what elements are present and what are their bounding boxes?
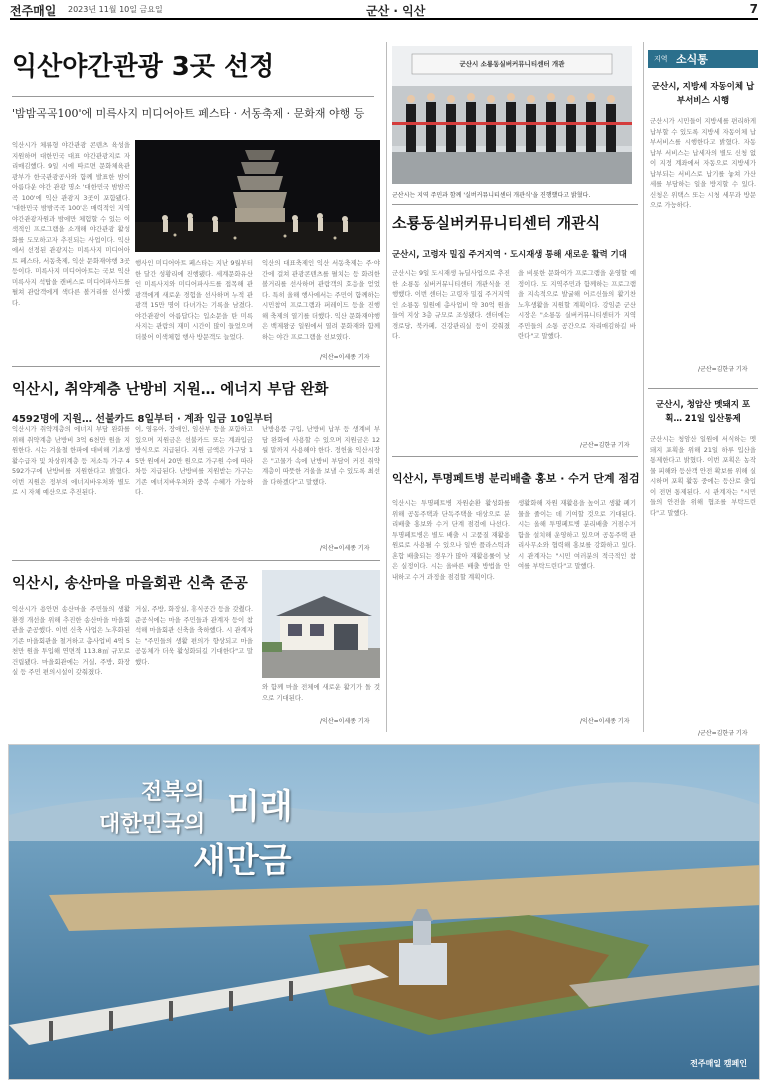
article5-byline: /익산=이세종 기자 [580,718,630,725]
ad-line2: 대한민국의 [99,811,206,837]
column-separator [643,42,644,732]
article2-body-col3: 난방용품 구입, 난방비 납부 등 생계비 부담 완화에 사용할 수 있으며 지원금은 12월 말까지 사용해야 한다. 정헌율 익산시장은 "고물가 속에 난방비 부담이 커진 취약계층이 따뜻한 겨울을 보낼 수 있도록 최선을 다하겠다"고 말했다. [262,425,380,486]
article3-body-col2: 거실, 주방, 화장실, 휴식공간 등을 갖췄다. 준공식에는 마을 주민들과 관계자 등이 참석해 마을회관 신축을 축하했다. 시 관계자는 "주민들의 생활 편의가 향상되고 마을 공동체가 더욱 활성화되길 기대한다"고 말했다. [135,605,253,666]
sidebar-item1-headline: 군산시, 지방세 자동이체 납부서비스 시행 [651,82,755,106]
ceremony-sign: 군산시 소룡동실버커뮤니티센터 개관 [459,60,565,68]
night-festival-photo [135,140,380,252]
article2-headline: 익산시, 취약계층 난방비 지원… 에너지 부담 완화 [12,382,329,398]
article3-body-col3: 와 함께 마을 전체에 새로운 활기가 돌 것으로 기대된다. [262,683,380,702]
article4-subtitle: 군산시, 고령자 밀집 주거지역 · 도시재생 통해 새로운 활력 기대 [392,249,627,259]
section-name: 군산 · 익산 [366,4,426,18]
sidebar-item2-byline: /군산=김한규 기자 [698,730,748,737]
divider [392,204,638,205]
article1-body-col2: 행사인 미디어아트 페스타는 지난 9월부터 한 달간 성황리에 진행됐다. 세계문화유산인 미륵사지와 미디어파사드를 접목해 관광객에게 새로운 경험을 선사하며 누적 관광객 15만 명이 다녀가는 기록을 남겼다. 야간관광이 아름답다는 입소문을 탄 미륵사지는 관람의 재미 시간이 많이 들었으며 더불어 이색체험 행사 방문객도 늘었다. [135,259,253,341]
article5-headline: 익산시, 투명페트병 분리배출 홍보 · 수거 단계 점검 [392,472,640,485]
article2-body-col1: 익산시가 취약계층의 에너지 부담 완화를 위해 취약계층 난방비 3억 6천만 원을 지원한다. 시는 겨울철 한파에 대비해 기초생활수급자 및 차상위계층 등 저소득 가구 4592가구에 난방비를 지원한다고 밝혔다. 이번 지원은 정부의 에너지바우처와 별도로 시 자체 예산으로 추진된다. [12,425,130,496]
sidebar-item2-headline: 군산시, 청암산 멧돼지 포획… 21일 입산통제 [655,400,751,424]
issue-date: 2023년 11월 10일 금요일 [68,5,163,14]
divider [392,456,638,457]
page-header [10,2,758,18]
page-number: 7 [749,2,758,16]
village-hall-photo [262,570,380,678]
ad-line4: 새만금 [193,841,292,881]
article4-caption: 군산시는 지역 주민과 함께 '실버커뮤니티센터 개관식'을 진행했다고 밝혔다. [392,192,591,199]
article3-body-col1: 익산시가 용안면 송산마을 주민들의 생활환경 개선을 위해 추진한 송산마을 마을회관을 준공했다. 이번 신축 사업은 노후화된 기존 마을회관을 철거하고 총사업비 4억 5천만 원을 투입해 연면적 113.8㎡ 규모로 건립됐다. 마을회관에는 거실, 주방, 화장실 등 주민 편의시설이 갖춰졌다. [12,605,130,676]
column-separator [386,42,387,732]
article3-byline: /익산=이세종 기자 [320,718,370,725]
sidebar-item2-body: 군산시는 청암산 일원에 서식하는 멧돼지 포획을 위해 21일 하루 입산을 통제한다고 밝혔다. 이번 포획은 농작물 피해와 등산객 안전 확보를 위해 실시하며 포획 활동 중에는 등산로 출입이 전면 통제된다. 시 관계자는 "시민들의 안전을 위해 협조를 부탁드린다"고 말했다. [650,435,756,517]
sidebar-banner [648,50,758,68]
article3-headline: 익산시, 송산마을 마을회관 신축 준공 [12,576,248,592]
article2-body-col2: 이, 영유아, 장애인, 임산부 등을 포함하고 있으며 지원금은 선불카드 또는 계좌입금 방식으로 지급된다. 지원 금액은 가구당 15만 원에서 20만 원으로 가구원 수에 따라 차등 지급된다. 난방비를 지원받는 가구는 기존 에너지바우처와 중복 수혜가 가능하다. [135,425,253,496]
saemangeum-advertisement [8,744,760,1080]
opening-ceremony-photo [392,46,632,184]
sidebar-label-big: 소식통 [676,53,708,66]
article2-byline: /익산=이세종 기자 [320,545,370,552]
article5-body-col1: 익산시는 투명페트병 자원순환 활성화를 위해 공동주택과 단독주택을 대상으로 분리배출 홍보와 수거 단계 점검에 나선다. 투명페트병은 별도 배출 시 고품질 재활용 원료로 사용될 수 있으나 일반 플라스틱과 혼합 배출되는 경우가 많아 재활용률이 낮은 실정이다. 시는 올바른 배출 방법을 안내하고 수거 과정을 점검할 계획이다. [392,499,510,581]
article1-headline: 익산야간관광 3곳 선정 [12,52,275,82]
divider [12,366,380,367]
ad-line1: 전북의 [141,779,205,805]
article5-body-col2: 생활화해 자원 재활용을 높이고 생활 폐기물을 줄이는 데 기여할 것으로 기대된다. 시는 올해 투명페트병 분리배출 거점수거함을 설치해 운영하고 있으며 공동주택 관리사무소와 협력해 홍보를 강화하고 있다. 시 관계자는 "시민 여러분의 적극적인 참여를 부탁드린다"고 말했다. [518,499,636,570]
article1-body-col3: 익산의 대표축제인 익산 서동축제는 주·야간에 걸쳐 관광콘텐츠를 펼치는 등 화려한 볼거리를 선사하며 관람객의 호응을 얻었다. 특히 올해 행사에서는 주민이 함께하는 시민참여 프로그램과 퍼레이드 등을 진행해 축제의 열기를 더했다. 익산 문화재야행은 백제왕궁 일원에서 열려 문화재와 함께하는 야간 프로그램을 선보였다. [262,259,380,341]
article4-body-col2: 을 비롯한 문화여가 프로그램을 운영할 예정이다. 도 지역주민과 함께하는 프로그램을 지속적으로 발굴해 어르신들의 활기찬 노후생활을 지원할 계획이다. 강임준 군산시장은 "소룡동 실버커뮤니티센터가 지역 주민들의 소통 공간으로 자리매김하길 바란다"고 말했다. [518,269,636,340]
sidebar-item1-byline: /군산=김한규 기자 [698,366,748,373]
ad-line3: 미래 [227,787,293,827]
divider [12,560,380,561]
article2-subtitle: 4592명에 지원… 선불카드 8일부터 · 계좌 입금 10일부터 [12,414,273,425]
article4-headline: 소룡동실버커뮤니티센터 개관식 [392,214,601,232]
sidebar-item1-body: 군산시가 시민들이 지방세를 편리하게 납부할 수 있도록 지방세 자동이체 납부서비스를 시행한다고 밝혔다. 자동납부 서비스는 납세자의 별도 신청 없이 지정 계좌에서 자동으로 지방세가 납부되는 서비스로 납기를 놓쳐 가산세를 부담하는 일을 방지할 수 있다. 신청은 위택스 또는 시청 세무과 방문으로 가능하다. [650,117,756,209]
header-rule [10,18,758,20]
article1-rule [12,96,374,97]
article1-body-col1: 익산시가 체류형 야간관광 콘텐츠 육성을 지원하며 대한민국 대표 야간관광지로 자리매김했다. 9일 시에 따르면 문화체육관광부가 한국관광공사와 함께 발표한 밤이 아름다운 야간 관광 명소 '대한민국 밤밤곡곡 100'에 익산 관광지 3곳이 포함됐다. '대한민국 밤밤곡곡 100'은 매력적인 지역 야간관광자원과 밤에만 체험할 수 있는 이색적인 프로그램을 소개해 야간관광 활성화를 도모하고자 추진되는 사업이다. 익산에서 선정된 관광지는 미륵사지 미디어아트 페스타, 서동축제, 익산 문화재야행 3곳 등이다. 미륵사지 미디어아트는 국보 익산 미륵사지 석탑을 캔버스로 미디어파사드를 펼쳐 관람객에게 색다른 볼거리를 선사했다. [12,141,130,307]
ad-brand: 전주매일 캠페인 [690,1059,747,1068]
newspaper-logo: 전주매일 [10,4,57,18]
divider [648,388,758,389]
article1-byline: /익산=이세종 기자 [320,354,370,361]
sidebar-label-small: 지역 [654,55,668,63]
article1-subtitle: '밤밤곡곡100'에 미륵사지 미디어아트 페스타 · 서동축제 · 문화재 야행 등 [12,107,365,120]
article4-byline: /군산=김한규 기자 [580,442,630,449]
article4-body-col1: 군산시는 9일 도시재생 뉴딜사업으로 추진한 소룡동 실버커뮤니티센터 개관식을 진행했다. 이번 센터는 고령자 밀집 주거지역인 소룡동 일원에 총사업비 약 30억 원을 들여 지상 3층 규모로 조성됐다. 센터에는 경로당, 북카페, 건강관리실 등이 갖춰졌다. [392,269,510,340]
